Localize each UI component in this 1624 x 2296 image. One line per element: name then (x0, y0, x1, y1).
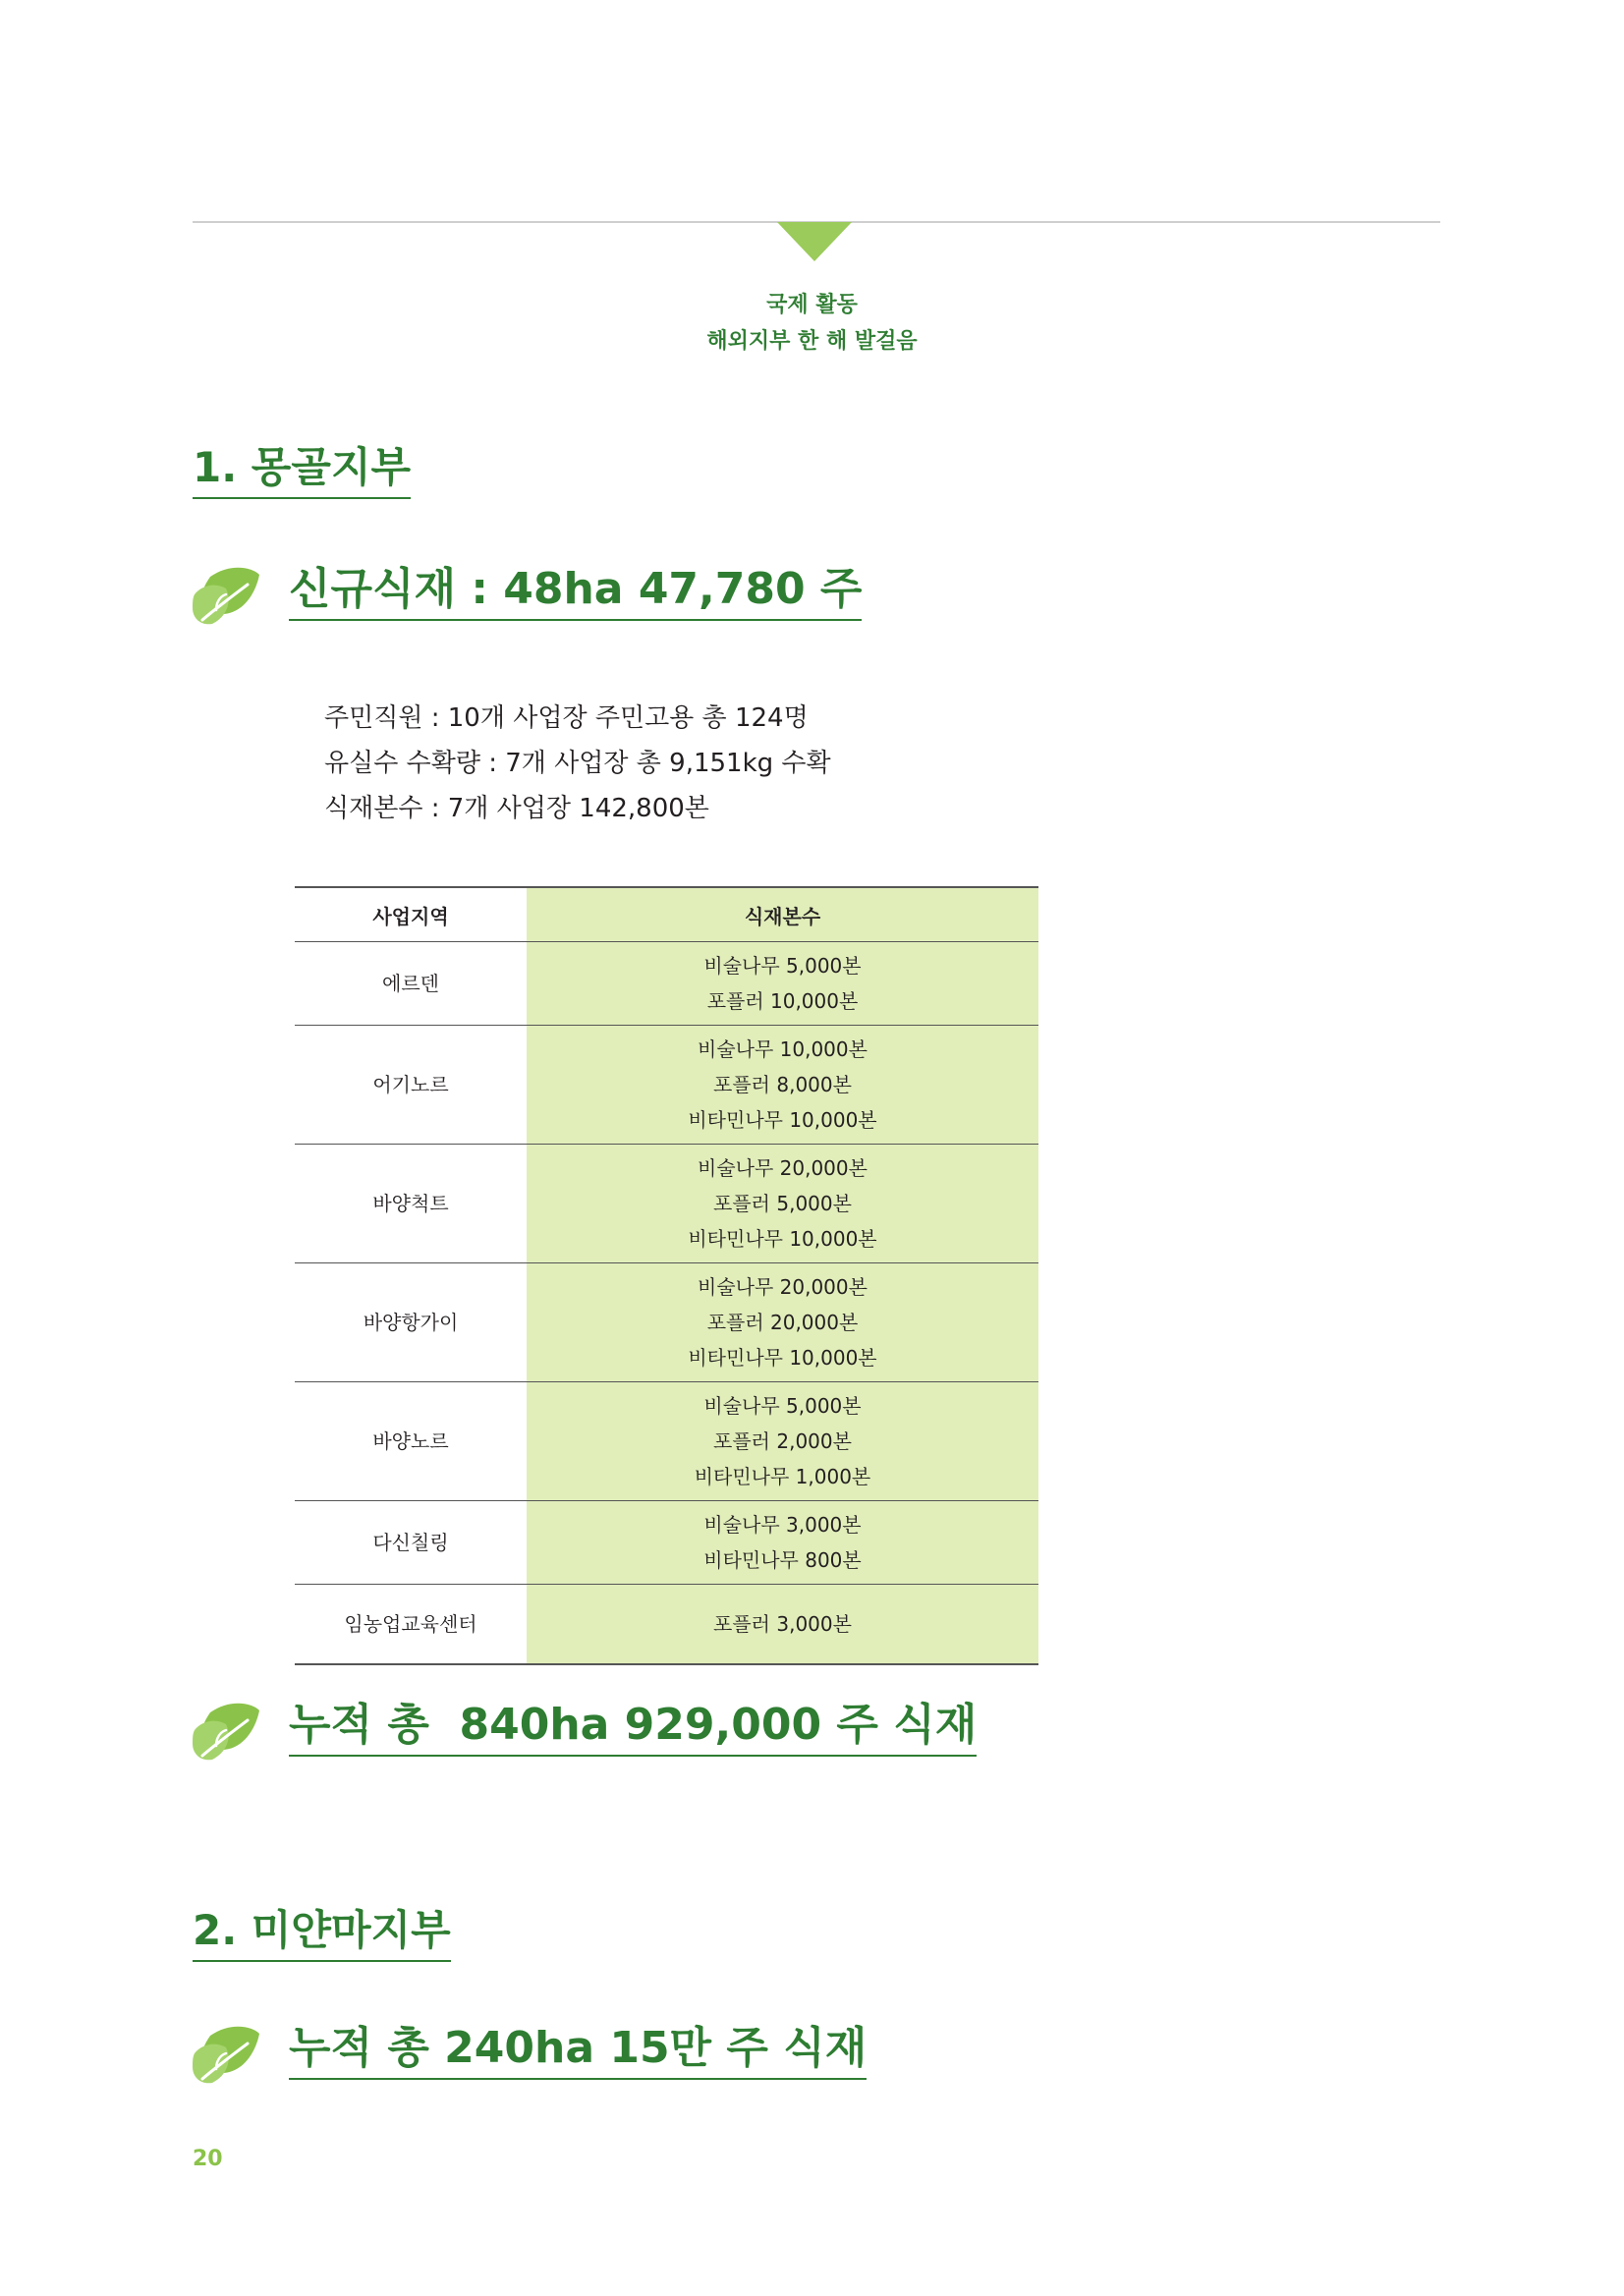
section2-cumulative (193, 2014, 867, 2087)
leaf-icon (189, 555, 261, 628)
tree-line: 포플러 2,000본 (713, 1429, 852, 1453)
section1-stats (324, 696, 831, 831)
cumulative-text: 누적 총 240ha 15만 주 식재 (289, 2021, 867, 2080)
header-triangle-marker (777, 222, 852, 261)
tree-line: 비술나무 10,000본 (698, 1037, 868, 1061)
table-row (295, 1501, 1038, 1585)
page-number: 20 (193, 2147, 223, 2171)
tree-line: 비술나무 3,000본 (703, 1513, 862, 1537)
tree-line: 비술나무 20,000본 (698, 1156, 868, 1180)
trees-cell (527, 1263, 1038, 1382)
new-planting-text: 신규식재 : 48ha 47,780 주 (289, 562, 862, 621)
tree-line: 비술나무 5,000본 (703, 954, 862, 978)
section1-heading: 1. 몽골지부 (193, 440, 411, 499)
trees-cell (527, 1585, 1038, 1665)
table-row (295, 1026, 1038, 1145)
tree-line: 비타민나무 10,000본 (688, 1346, 877, 1370)
section2-heading: 2. 미얀마지부 (193, 1903, 451, 1962)
planting-table (295, 886, 1038, 1665)
tree-line: 포플러 20,000본 (706, 1311, 859, 1334)
region-cell: 다신칠링 (295, 1501, 527, 1585)
header-category: 국제 활동 (766, 293, 858, 317)
region-cell: 바양척트 (295, 1145, 527, 1263)
cumulative-text: 누적 총 840ha 929,000 주 식재 (289, 1698, 977, 1757)
header-region: 사업지역 (295, 887, 527, 942)
tree-line: 포플러 8,000본 (713, 1073, 852, 1096)
region-cell: 에르덴 (295, 942, 527, 1026)
region-cell: 어기노르 (295, 1026, 527, 1145)
trees-cell (527, 942, 1038, 1026)
region-cell: 임농업교육센터 (295, 1585, 527, 1665)
stat-harvest: 유실수 수확량 : 7개 사업장 총 9,151kg 수확 (324, 749, 831, 778)
table-header-row (295, 887, 1038, 942)
leaf-icon (189, 2014, 261, 2087)
tree-line: 비타민나무 1,000본 (694, 1465, 871, 1488)
stat-staff: 주민직원 : 10개 사업장 주민고용 총 124명 (324, 703, 809, 733)
header-trees: 식재본수 (527, 887, 1038, 942)
tree-line: 비술나무 20,000본 (698, 1275, 868, 1299)
leaf-icon (189, 1691, 261, 1764)
table-row (295, 1585, 1038, 1665)
table-row (295, 942, 1038, 1026)
trees-cell (527, 1382, 1038, 1501)
trees-cell (527, 1026, 1038, 1145)
tree-line: 포플러 5,000본 (713, 1192, 852, 1215)
tree-line: 비타민나무 10,000본 (688, 1227, 877, 1251)
table-row (295, 1263, 1038, 1382)
tree-line: 비타민나무 800본 (703, 1548, 862, 1572)
region-cell: 바양노르 (295, 1382, 527, 1501)
trees-cell (527, 1145, 1038, 1263)
table-row (295, 1382, 1038, 1501)
table-row (295, 1145, 1038, 1263)
tree-line: 비술나무 5,000본 (703, 1394, 862, 1418)
trees-cell (527, 1501, 1038, 1585)
tree-line: 포플러 10,000본 (706, 989, 859, 1013)
header-title: 해외지부 한 해 발걸음 (706, 329, 918, 354)
tree-line: 비타민나무 10,000본 (688, 1108, 877, 1132)
region-cell: 바양항가이 (295, 1263, 527, 1382)
section1-new-planting (193, 555, 862, 628)
stat-planted: 식재본수 : 7개 사업장 142,800본 (324, 794, 709, 823)
tree-line: 포플러 3,000본 (713, 1612, 852, 1636)
section1-cumulative (193, 1691, 977, 1764)
